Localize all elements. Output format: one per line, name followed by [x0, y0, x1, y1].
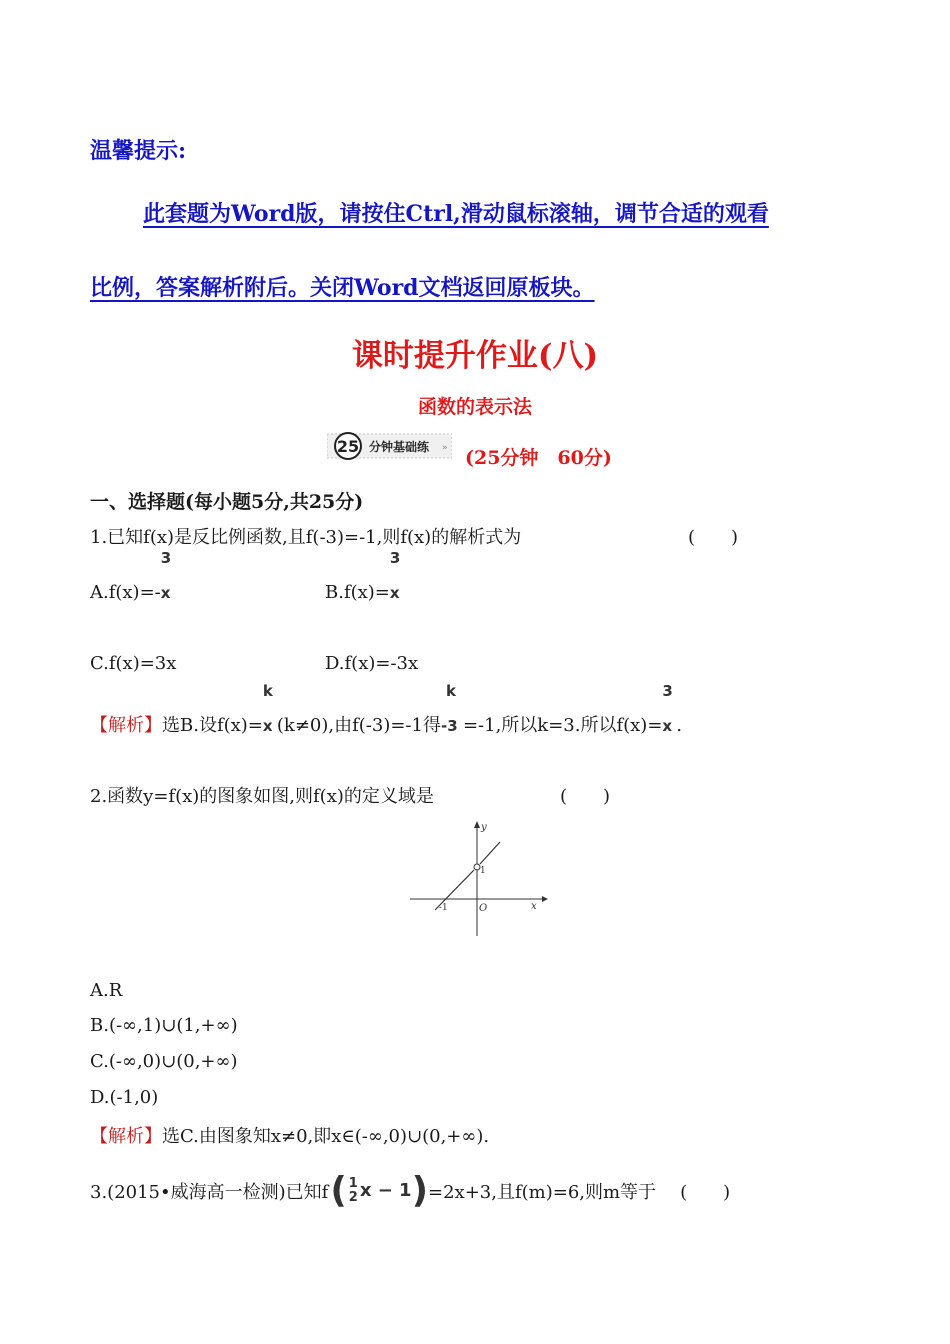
- q1-option-a-text: A.f(x)=-: [90, 582, 161, 603]
- q3-stem: 3.(2015•威海高一检测)已知f ( 1 2 x − 1 ) =2x+3,且f(m)=6,则m等于 ( ): [90, 1170, 731, 1211]
- q1-option-a: [90, 549, 175, 603]
- q3-prefix: 3.(2015•威海高一检测)已知f: [90, 1181, 329, 1203]
- page-title: 课时提升作业(八): [351, 338, 599, 374]
- q1-analysis-k2: k: [445, 682, 456, 700]
- badge-arrow-icon: »: [442, 443, 448, 453]
- q2-analysis: [90, 1122, 489, 1148]
- q1-analysis-text-2: (k≠0),由f(-3)=-1得: [276, 715, 441, 736]
- q1-option-b-den: x: [389, 584, 400, 602]
- q2-option-d: D.(-1,0): [90, 1087, 159, 1108]
- q1-analysis: [90, 682, 683, 737]
- tip-line-2: 比例，答案解析附后。关闭Word文档返回原板块。: [90, 275, 595, 301]
- graph-one-label: 1: [480, 866, 486, 876]
- q2-stem: 2.函数y=f(x)的图象如图,则f(x)的定义域是: [90, 786, 434, 807]
- tip-title: 温馨提示:: [90, 138, 187, 164]
- q1-analysis-k: k: [262, 682, 273, 700]
- q2-function-graph: [405, 818, 550, 943]
- graph-origin-label: O: [479, 903, 488, 914]
- q2-analysis-text: 选C.由图象知x≠0,即x∈(-∞,0)∪(0,+∞).: [162, 1126, 490, 1147]
- q2-option-a: A.R: [90, 980, 123, 1001]
- q1-option-b: [325, 549, 404, 603]
- time-label: (25分钟 60分): [465, 447, 612, 469]
- q1-option-b-text: B.f(x)=: [325, 582, 390, 603]
- q1-option-d: D.f(x)=-3x: [325, 653, 419, 674]
- y-axis-arrow: [474, 821, 480, 828]
- timer-badge: [327, 431, 452, 461]
- page-subtitle: 函数的表示法: [417, 396, 532, 418]
- q3-answer-bracket: ( ): [680, 1181, 731, 1203]
- q1-analysis-tag: 【解析】: [90, 715, 162, 736]
- graph-y-label: y: [481, 822, 487, 833]
- x-axis-arrow: [542, 896, 548, 902]
- badge-text: 分钟基础练: [369, 440, 430, 454]
- section-heading: 一、选择题(每小题5分,共25分): [90, 491, 364, 513]
- q1-analysis-text-1: 选B.设f(x)=: [162, 715, 263, 736]
- q1-analysis-end: .: [676, 715, 683, 736]
- q2-option-b: B.(-∞,1)∪(1,+∞): [90, 1015, 238, 1036]
- q1-option-a-den: x: [160, 584, 171, 602]
- q1-analysis-text-3: =-1,所以k=3.所以f(x)=: [462, 715, 663, 736]
- q1-analysis-3: 3: [662, 682, 673, 700]
- q1-option-b-num: 3: [389, 549, 401, 567]
- q2-answer-bracket: ( ): [560, 786, 611, 807]
- graph-x-label: x: [531, 901, 537, 912]
- graph-line-right: [480, 842, 500, 864]
- q1-stem: 1.已知f(x)是反比例函数,且f(-3)=-1,则f(x)的解析式为: [90, 527, 522, 548]
- tip-line-1: 此套题为Word版，请按住Ctrl,滑动鼠标滚轴，调节合适的观看: [143, 201, 769, 227]
- q3-suffix: =2x+3,且f(m)=6,则m等于: [428, 1181, 657, 1203]
- q2-analysis-tag: 【解析】: [90, 1126, 162, 1147]
- q1-analysis-minus3: -3: [440, 717, 458, 735]
- q1-option-a-num: 3: [160, 549, 172, 567]
- q1-answer-bracket: ( ): [688, 527, 739, 548]
- q1-option-c: C.f(x)=3x: [90, 653, 177, 674]
- q3-inner-den: 2: [348, 1189, 358, 1205]
- q1-analysis-x: x: [262, 717, 273, 735]
- badge-number: 25: [336, 437, 360, 456]
- graph-minus-one-label: -1: [439, 903, 448, 913]
- q3-inner-rest: x − 1: [359, 1180, 412, 1201]
- q1-analysis-x2: x: [662, 717, 673, 735]
- q2-option-c: C.(-∞,0)∪(0,+∞): [90, 1051, 238, 1072]
- q3-inner-num: 1: [348, 1175, 358, 1191]
